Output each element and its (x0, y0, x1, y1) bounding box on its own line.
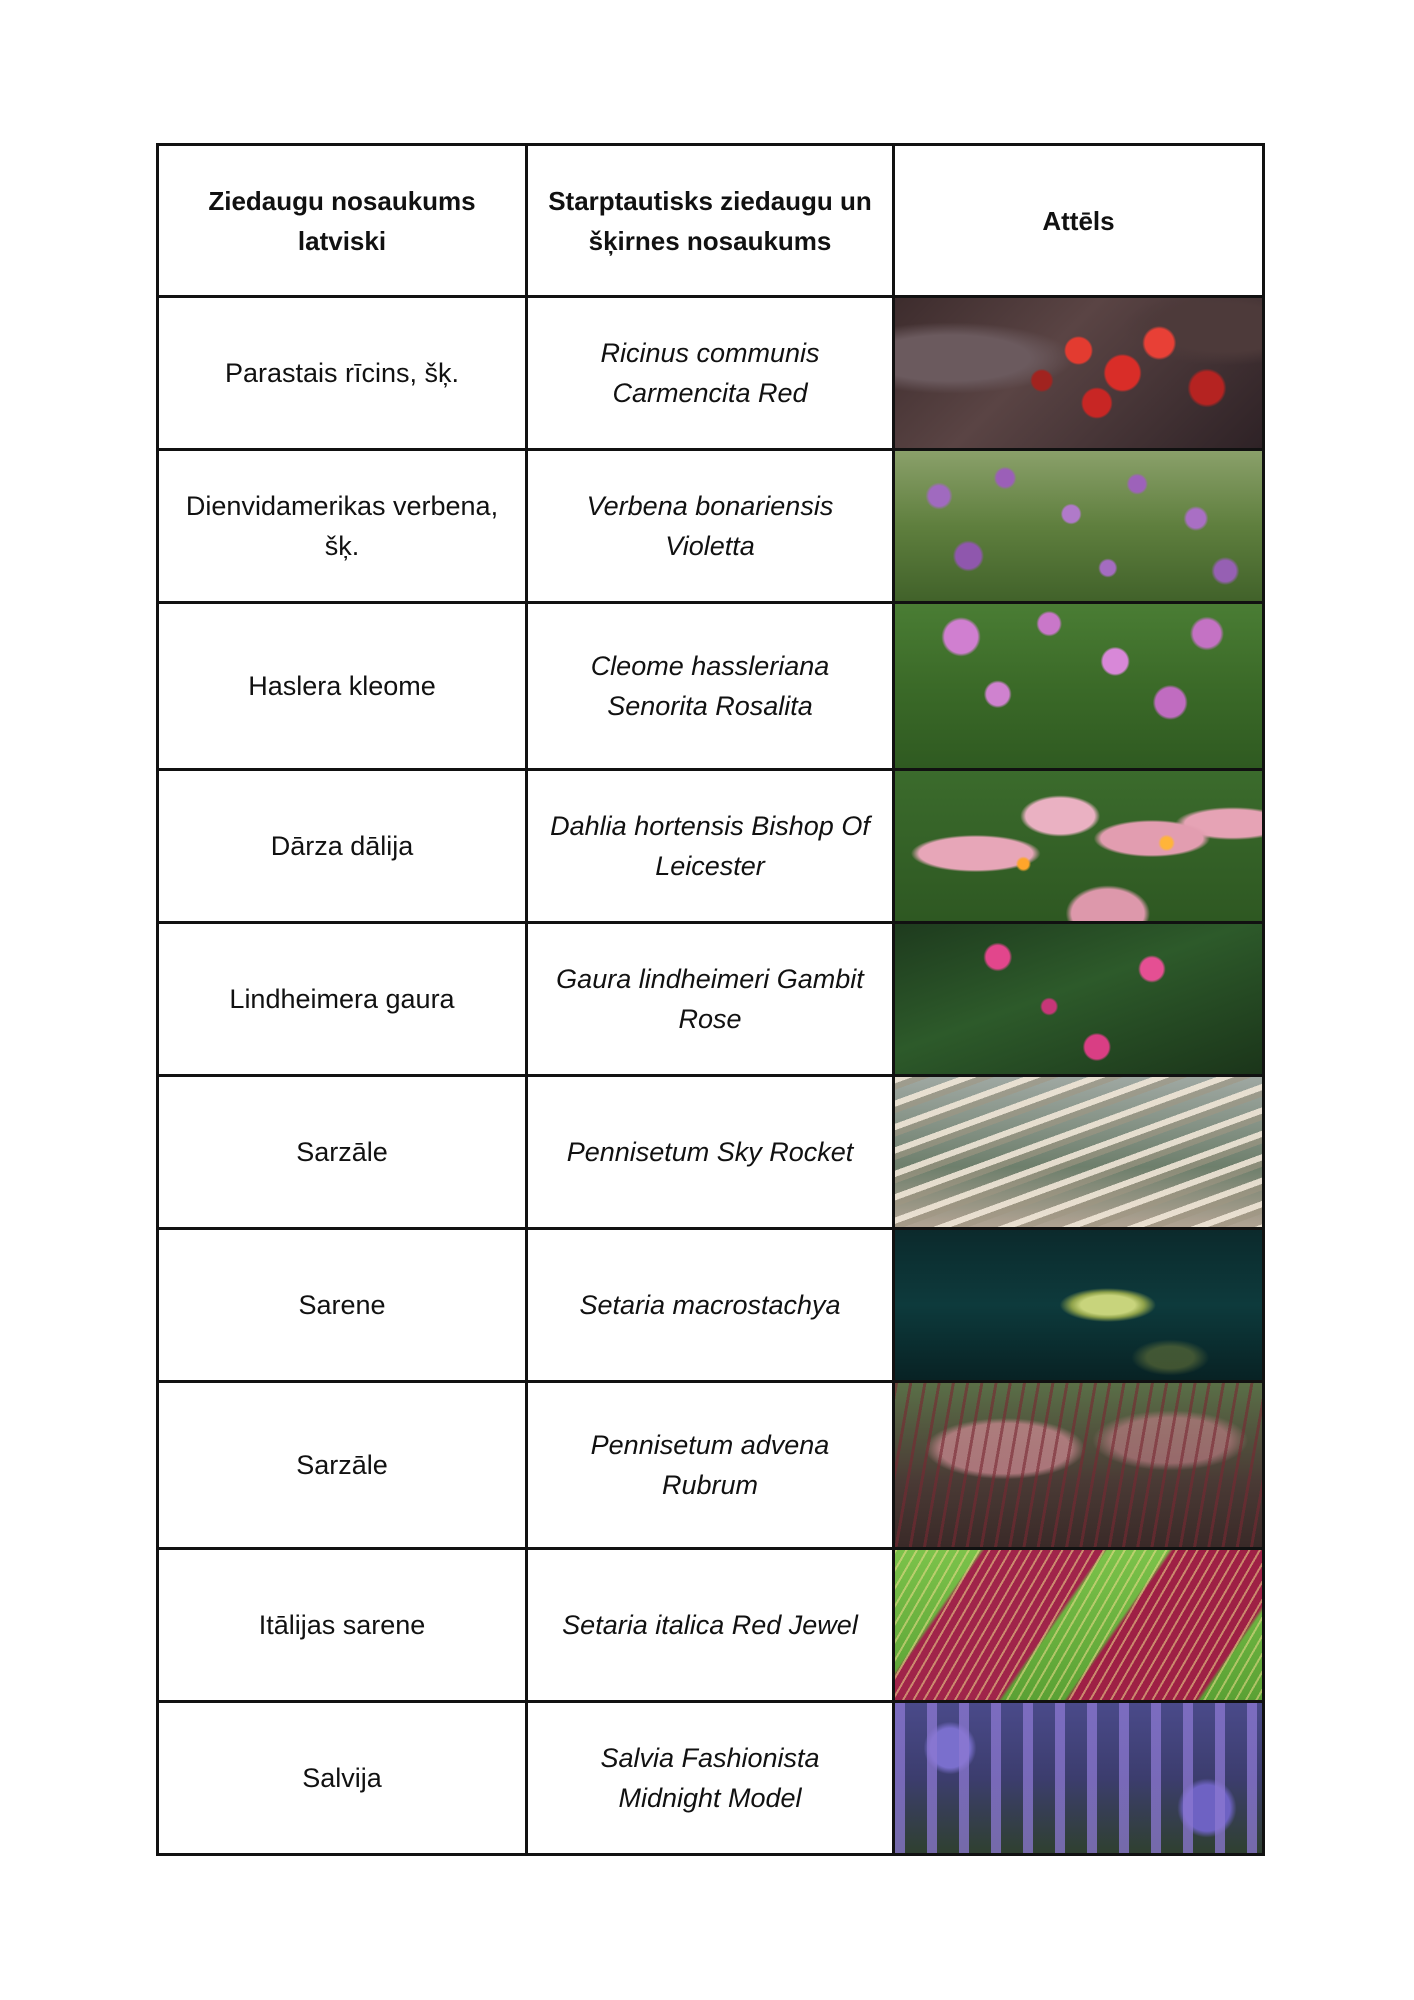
table-row (158, 1229, 1264, 1382)
international-name-cell: Setaria italica Red Jewel (527, 1549, 894, 1702)
latvian-name-cell: Salvija (158, 1702, 527, 1855)
latvian-name-cell: Dārza dālija (158, 770, 527, 923)
plant-photo-cell (894, 603, 1264, 770)
plant-photo-cell (894, 1076, 1264, 1229)
plant-photo (895, 1703, 1262, 1853)
table-row (158, 1076, 1264, 1229)
table-row (158, 1549, 1264, 1702)
latvian-name-cell: Lindheimera gaura (158, 923, 527, 1076)
latvian-name-cell: Sarzāle (158, 1076, 527, 1229)
international-name-cell: Ricinus communis Carmencita Red (527, 297, 894, 450)
plant-photo (895, 451, 1262, 601)
international-name-cell: Cleome hassleriana Senorita Rosalita (527, 603, 894, 770)
international-name-cell: Setaria macrostachya (527, 1229, 894, 1382)
plant-photo (895, 604, 1262, 768)
latvian-name-cell: Parastais rīcins, šķ. (158, 297, 527, 450)
latvian-name-cell: Itālijas sarene (158, 1549, 527, 1702)
plants-table (156, 143, 1265, 1856)
plant-photo-cell (894, 1229, 1264, 1382)
header-international-name: Starptautisks ziedaugu un šķirnes nosaukums (527, 145, 894, 297)
plant-photo (895, 924, 1262, 1074)
plant-photo-cell (894, 1382, 1264, 1549)
plant-photo (895, 771, 1262, 921)
plant-photo (895, 1550, 1262, 1700)
plant-photo-cell (894, 450, 1264, 603)
international-name-cell: Gaura lindheimeri Gambit Rose (527, 923, 894, 1076)
plant-photo-cell (894, 1702, 1264, 1855)
plant-photo-cell (894, 923, 1264, 1076)
table-row (158, 923, 1264, 1076)
table-row (158, 770, 1264, 923)
table-row (158, 450, 1264, 603)
plant-photo (895, 1383, 1262, 1547)
plant-photo (895, 1230, 1262, 1380)
table-row (158, 1702, 1264, 1855)
plant-photo (895, 298, 1262, 448)
international-name-cell: Pennisetum advena Rubrum (527, 1382, 894, 1549)
header-row (158, 145, 1264, 297)
international-name-cell: Verbena bonariensis Violetta (527, 450, 894, 603)
international-name-cell: Pennisetum Sky Rocket (527, 1076, 894, 1229)
latvian-name-cell: Haslera kleome (158, 603, 527, 770)
international-name-cell: Dahlia hortensis Bishop Of Leicester (527, 770, 894, 923)
table-row (158, 603, 1264, 770)
plant-photo-cell (894, 770, 1264, 923)
header-latvian-name: Ziedaugu nosaukums latviski (158, 145, 527, 297)
header-image: Attēls (894, 145, 1264, 297)
plant-photo (895, 1077, 1262, 1227)
international-name-cell: Salvia Fashionista Midnight Model (527, 1702, 894, 1855)
table-row (158, 297, 1264, 450)
table-row (158, 1382, 1264, 1549)
plant-photo-cell (894, 297, 1264, 450)
latvian-name-cell: Sarene (158, 1229, 527, 1382)
latvian-name-cell: Sarzāle (158, 1382, 527, 1549)
latvian-name-cell: Dienvidamerikas verbena, šķ. (158, 450, 527, 603)
plant-photo-cell (894, 1549, 1264, 1702)
